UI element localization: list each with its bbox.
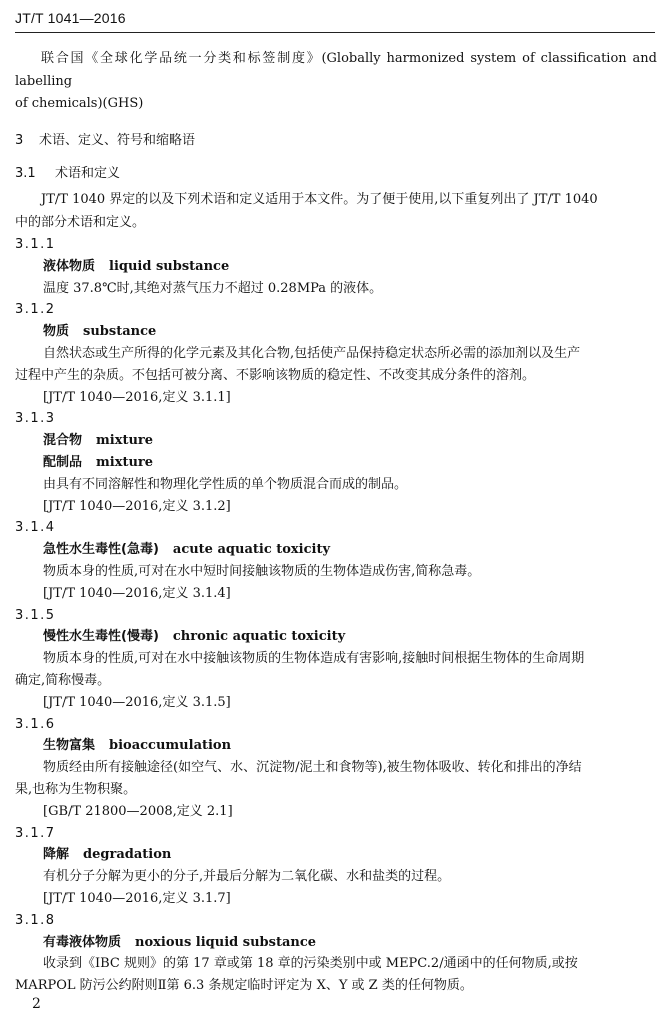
term-zh: 急性水生毒性(急毒): [43, 542, 159, 558]
term-zh: 配制品: [43, 455, 83, 471]
term-definition-continued: 过程中产生的杂质。不包括可被分离、不影响该物质的稳定性、不改变其成分条件的溶剂。: [15, 367, 536, 383]
term-definition-continued: 确定,简称慢毒。: [15, 673, 111, 689]
clause-number: 3.1.5: [15, 607, 56, 623]
term-en: bioaccumulation: [109, 738, 232, 754]
header-rule: [15, 32, 655, 33]
intro-line-1: 联合国《全球化学品统一分类和标签制度》(Globally harmonized system of classification and labelling: [15, 51, 657, 89]
term-zh: 液体物质: [43, 258, 96, 274]
term-definition: 温度 37.8℃时,其绝对蒸气压力不超过 0.28MPa 的液体。: [43, 280, 383, 296]
term-source: [JT/T 1040—2016,定义 3.1.4]: [43, 585, 231, 601]
term-source: [JT/T 1040—2016,定义 3.1.7]: [43, 891, 231, 906]
term-heading: [15, 321, 657, 343]
term-heading: [15, 430, 657, 452]
term-zh: 有毒液体物质: [43, 934, 122, 950]
term-en: chronic aquatic toxicity: [172, 629, 346, 645]
section-3-1-text-line-2: 中的部分术语和定义。: [15, 214, 146, 230]
term-heading: [15, 626, 657, 648]
term-en: mixture: [96, 433, 154, 449]
term-zh: 降解: [43, 847, 70, 863]
term-heading: [15, 844, 657, 866]
document-body: [15, 48, 657, 997]
section-3-title: 术语、定义、符号和缩略语: [39, 132, 196, 148]
term-zh: 混合物: [43, 433, 83, 449]
section-3-1-text-line-1: JT/T 1040 界定的以及下列术语和定义适用于本文件。为了便于使用,以下重复列出了 JT/T 1040: [41, 192, 598, 208]
term-definition: 由具有不同溶解性和物理化学性质的单个物质混合而成的制品。: [43, 476, 408, 492]
term-en: noxious liquid substance: [135, 934, 317, 950]
term-definition: 物质经由所有接触途径(如空气、水、沉淀物/泥土和食物等),被生物体吸收、转化和排出的净结: [43, 760, 582, 776]
term-definition: 有机分子分解为更小的分子,并最后分解为二氧化碳、水和盐类的过程。: [43, 869, 451, 885]
clause-number: 3.1.4: [15, 520, 56, 536]
clause-number: 3.1.6: [15, 716, 56, 732]
clause-number: 3.1.3: [15, 411, 56, 427]
term-source: [JT/T 1040—2016,定义 3.1.5]: [43, 694, 231, 710]
section-3-number: 3: [15, 132, 24, 148]
term-heading: [15, 735, 657, 757]
term-definition: 收录到《IBC 规则》的第 17 章或第 18 章的污染类别中或 MEPC.2/通函中的任何物质,或按: [43, 956, 578, 972]
section-3-1-heading: [15, 163, 657, 185]
term-heading: [15, 932, 657, 954]
term-source: [JT/T 1040—2016,定义 3.1.2]: [43, 498, 231, 514]
term-en: acute aquatic toxicity: [172, 542, 331, 558]
term-definition: 物质本身的性质,可对在水中接触该物质的生物体造成有害影响,接触时间根据生物体的生命周期: [43, 651, 585, 667]
term-en: mixture: [96, 455, 154, 471]
term-en: liquid substance: [109, 258, 230, 274]
term-heading-synonym: [15, 452, 657, 474]
term-definition-continued: MARPOL 防污公约附则Ⅱ第 6.3 条规定临时评定为 X、Y 或 Z 类的任何物质。: [15, 978, 473, 994]
term-zh: 生物富集: [43, 738, 96, 754]
term-zh: 物质: [43, 324, 70, 340]
term-definition: 物质本身的性质,可对在水中短时间接触该物质的生物体造成伤害,简称急毒。: [43, 564, 481, 580]
term-en: degradation: [83, 847, 172, 863]
clause-number: 3.1.2: [15, 302, 56, 318]
intro-line-2: of chemicals)(GHS): [15, 96, 144, 111]
term-source: [JT/T 1040—2016,定义 3.1.1]: [43, 389, 231, 405]
term-heading: [15, 256, 657, 278]
term-definition-continued: 果,也称为生物积聚。: [15, 782, 137, 798]
term-source: [GB/T 21800—2008,定义 2.1]: [43, 803, 233, 819]
clause-number: 3.1.1: [15, 237, 56, 253]
section-3-1-number: 3.1: [15, 166, 36, 182]
term-heading: [15, 539, 657, 561]
document-code-header: JT/T 1041—2016: [15, 10, 126, 26]
section-3-heading: [15, 130, 657, 152]
term-definition: 自然状态或生产所得的化学元素及其化合物,包括使产品保持稳定状态所必需的添加剂以及生产: [43, 346, 581, 362]
term-zh: 慢性水生毒性(慢毒): [43, 629, 159, 645]
page-number: 2: [32, 996, 41, 1012]
clause-number: 3.1.7: [15, 825, 56, 841]
term-en: substance: [83, 324, 157, 340]
clause-number: 3.1.8: [15, 912, 56, 928]
section-3-1-title: 术语和定义: [55, 166, 121, 182]
